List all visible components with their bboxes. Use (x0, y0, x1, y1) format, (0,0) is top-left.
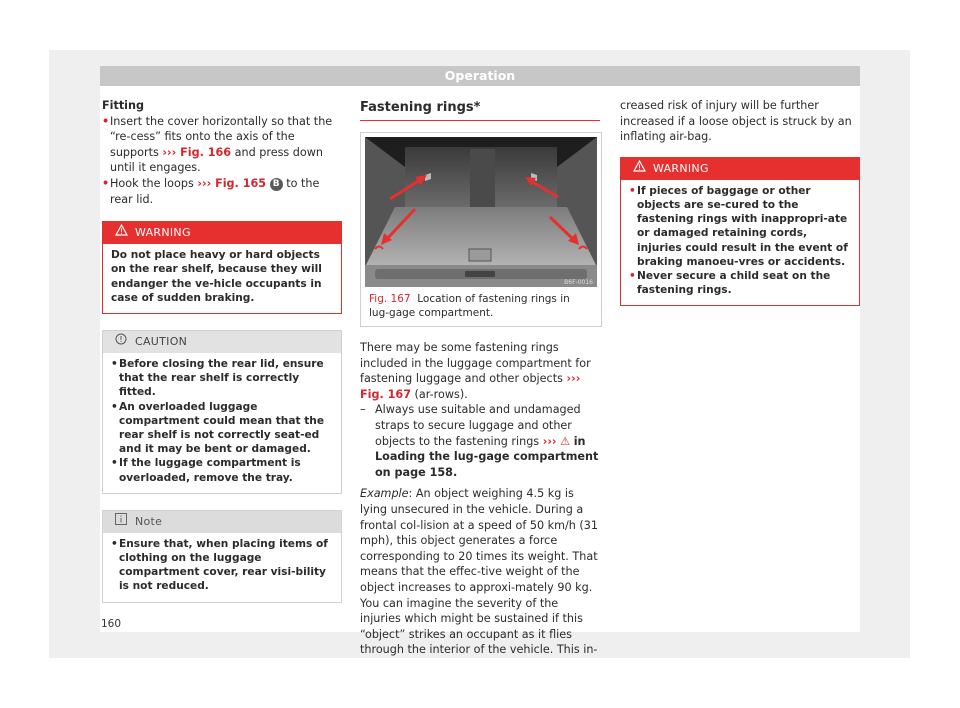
bullet-item (102, 176, 342, 207)
warning-title: WARNING (135, 226, 191, 240)
example-label: Example (360, 487, 409, 501)
bullet-text: Hook the loops (110, 176, 194, 190)
paragraph: There may be some fastening rings included in the luggage compartment for fastening luggage and other objects ››› Fig. 167 (ar-rows). (360, 341, 591, 401)
caution-item: • Before closing the rear lid, ensure that the rear shelf is correctly fitted. (111, 357, 324, 399)
figure-link[interactable]: ››› Fig. 167 (360, 372, 581, 401)
caution-item: • An overloaded luggage compartment could mean that the rear shelf is not correctly seat-ed and it may be bent or damaged. (111, 400, 325, 456)
section-heading-fitting: Fitting (102, 99, 144, 112)
figure-label: Fig. 167 (369, 293, 411, 305)
figure-code: B6F-0016 (564, 279, 593, 286)
bullet-text: to the rear lid. (110, 176, 320, 206)
warning-triangle-icon (631, 158, 647, 180)
example-paragraph: Example: An object weighing 4.5 kg is lying unsecured in the vehicle. During a frontal col-lision at a speed of 50 km/h (31 mph), this object generates a force corresponding to 20 times its weight. That means that the effec-tive weight of the object increases to approxi-mately 90 kg. You can imagine the severity of the injuries which might be sustained if this “object” strikes an occupant as it flies through the interior of the vehicle. This in- (360, 487, 599, 657)
figure-caption-text: Location of fastening rings in lug-gage compartment. (369, 293, 570, 319)
warning-body (621, 180, 859, 306)
continued-paragraph: creased risk of injury will be further increased if a loose object is struck by an inflating air-bag. (620, 99, 852, 144)
page-number: 160 (101, 618, 122, 630)
bullet-dot: • (102, 176, 110, 190)
page-header: Operation (100, 66, 860, 86)
figure-caption (361, 291, 601, 326)
note-box (102, 510, 342, 603)
warning-header (103, 222, 341, 244)
column-left (102, 98, 342, 603)
figure-link[interactable]: ››› Fig. 166 (162, 145, 232, 159)
callout-badge: B (270, 178, 283, 191)
caution-body (103, 353, 341, 493)
cross-reference-text: in Loading the lug-gage compartment on page 158. (375, 434, 599, 479)
warning-item: • Never secure a child seat on the fastening rings. (629, 270, 831, 297)
warning-box (102, 221, 342, 314)
caution-circle-icon (113, 331, 129, 353)
warning-triangle-icon (113, 222, 129, 244)
note-title: Note (135, 514, 163, 528)
caution-title: CAUTION (135, 334, 188, 348)
caution-header (103, 331, 341, 353)
warning-item: • If pieces of baggage or other objects are se-cured to the fastening rings with inappropri-ate or damaged retaining cords, injuries could result in the event of braking manoeu-vres or accidents. (629, 184, 848, 268)
bullet-item (102, 114, 342, 176)
note-item: • Ensure that, when placing items of clothing on the luggage compartment cover, rear visi-bility is not reduced. (111, 537, 328, 593)
bullet-text: and press down until it engages. (110, 145, 323, 175)
warning-text: Do not place heavy or hard objects on the rear shelf, because they will endanger the ve-hicle occupants in case of sudden braking. (111, 249, 322, 304)
luggage-compartment-illustration (365, 137, 597, 287)
cross-reference-link[interactable]: ››› (542, 434, 557, 448)
bullet-dot: • (102, 114, 110, 128)
warning-title: WARNING (653, 161, 709, 175)
figure-167 (360, 132, 602, 327)
instruction-item: – Always use suitable and undamaged straps to secure luggage and other objects to the fastening rings ››› ⚠ in Loading the lug-gage compartment on page 158. (360, 403, 599, 479)
warning-header (621, 158, 859, 180)
note-body (103, 533, 341, 602)
warning-box (620, 157, 860, 307)
section-title-fastening-rings: Fastening rings* (360, 98, 600, 121)
info-icon (113, 511, 129, 533)
bullet-text: Insert the cover horizontally so that the “re-cess” fits onto the axis of the supports (110, 114, 333, 159)
column-middle (360, 98, 600, 658)
figure-link[interactable]: ››› Fig. 165 (197, 176, 267, 190)
note-header (103, 511, 341, 533)
caution-box (102, 330, 342, 494)
column-right (620, 98, 860, 306)
caution-item: • If the luggage compartment is overloaded, remove the tray. (111, 457, 301, 484)
warning-triangle-icon: ⚠ (560, 434, 571, 448)
